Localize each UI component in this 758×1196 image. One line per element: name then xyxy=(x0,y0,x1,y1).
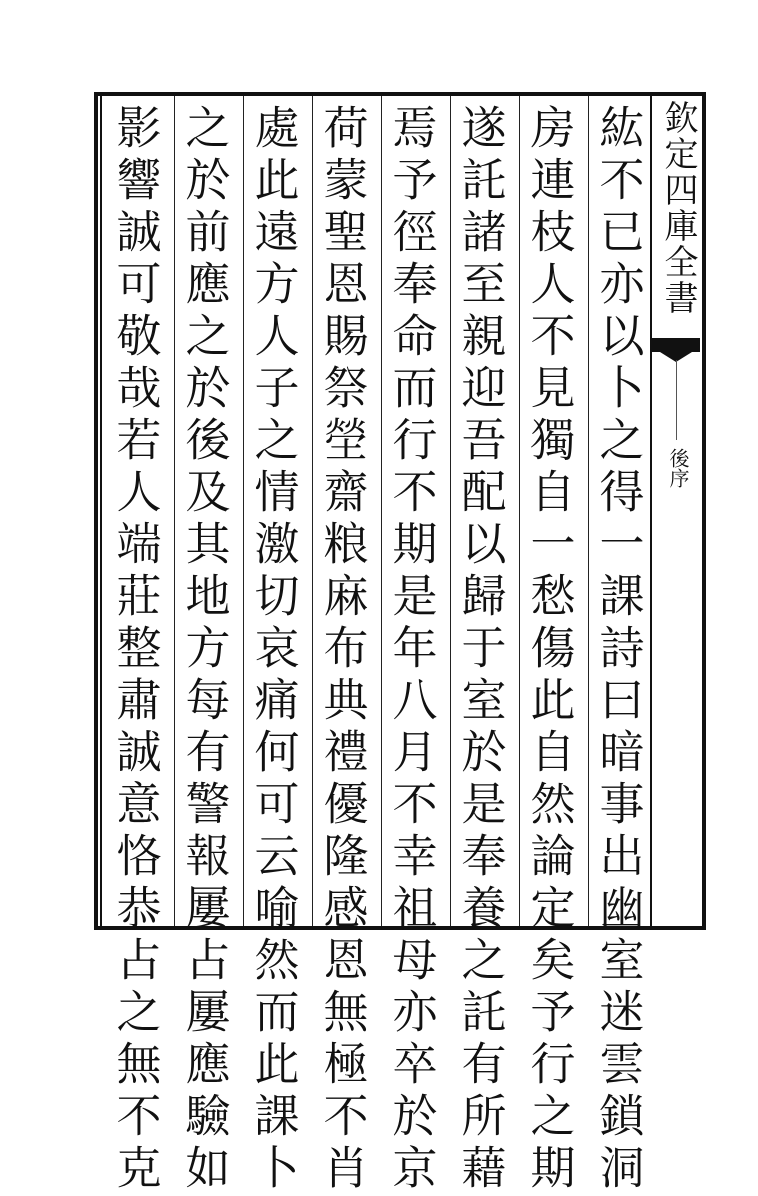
column-text: 之於前應之於後及其地方每有警報屢占屢應驗如 xyxy=(177,104,231,1196)
text-column-2 xyxy=(517,104,581,1196)
column-text: 焉予徑奉命而行不期是年八月不幸祖母亦卒於京 xyxy=(384,104,438,1196)
column-text: 處此遠方人子之情激切哀痛何可云喻然而此課卜 xyxy=(246,104,300,1196)
text-column-1 xyxy=(586,104,650,1196)
section-label: 後序 xyxy=(666,448,690,488)
text-column-8 xyxy=(103,104,167,1196)
banxin-title xyxy=(656,100,700,316)
text-column-7 xyxy=(172,104,236,1196)
frame-inner-border xyxy=(100,96,102,926)
text-column-4 xyxy=(379,104,443,1196)
column-text: 荷蒙聖恩賜祭塋齋粮麻布典禮優隆感恩無極不肖 xyxy=(315,104,369,1196)
book-title: 欽定四庫全書 xyxy=(658,100,698,316)
text-column-3 xyxy=(448,104,512,1196)
column-text: 遂託諸至親迎吾配以歸于室於是奉養之託有所藉 xyxy=(453,104,507,1196)
column-text: 房連枝人不見獨自一愁傷此自然論定矣予行之期 xyxy=(522,104,576,1196)
text-column-6 xyxy=(241,104,305,1196)
text-column-5 xyxy=(310,104,374,1196)
banxin-section xyxy=(660,448,696,488)
banxin-divider xyxy=(676,360,677,440)
fishtail-mark-icon xyxy=(652,338,700,352)
column-text: 紘不已亦以卜之得一課詩曰暗事出幽室迷雲鎖洞 xyxy=(591,104,645,1196)
column-text: 影響誠可敬哉若人端莊整肅誠意恪恭占之無不克 xyxy=(108,104,162,1196)
